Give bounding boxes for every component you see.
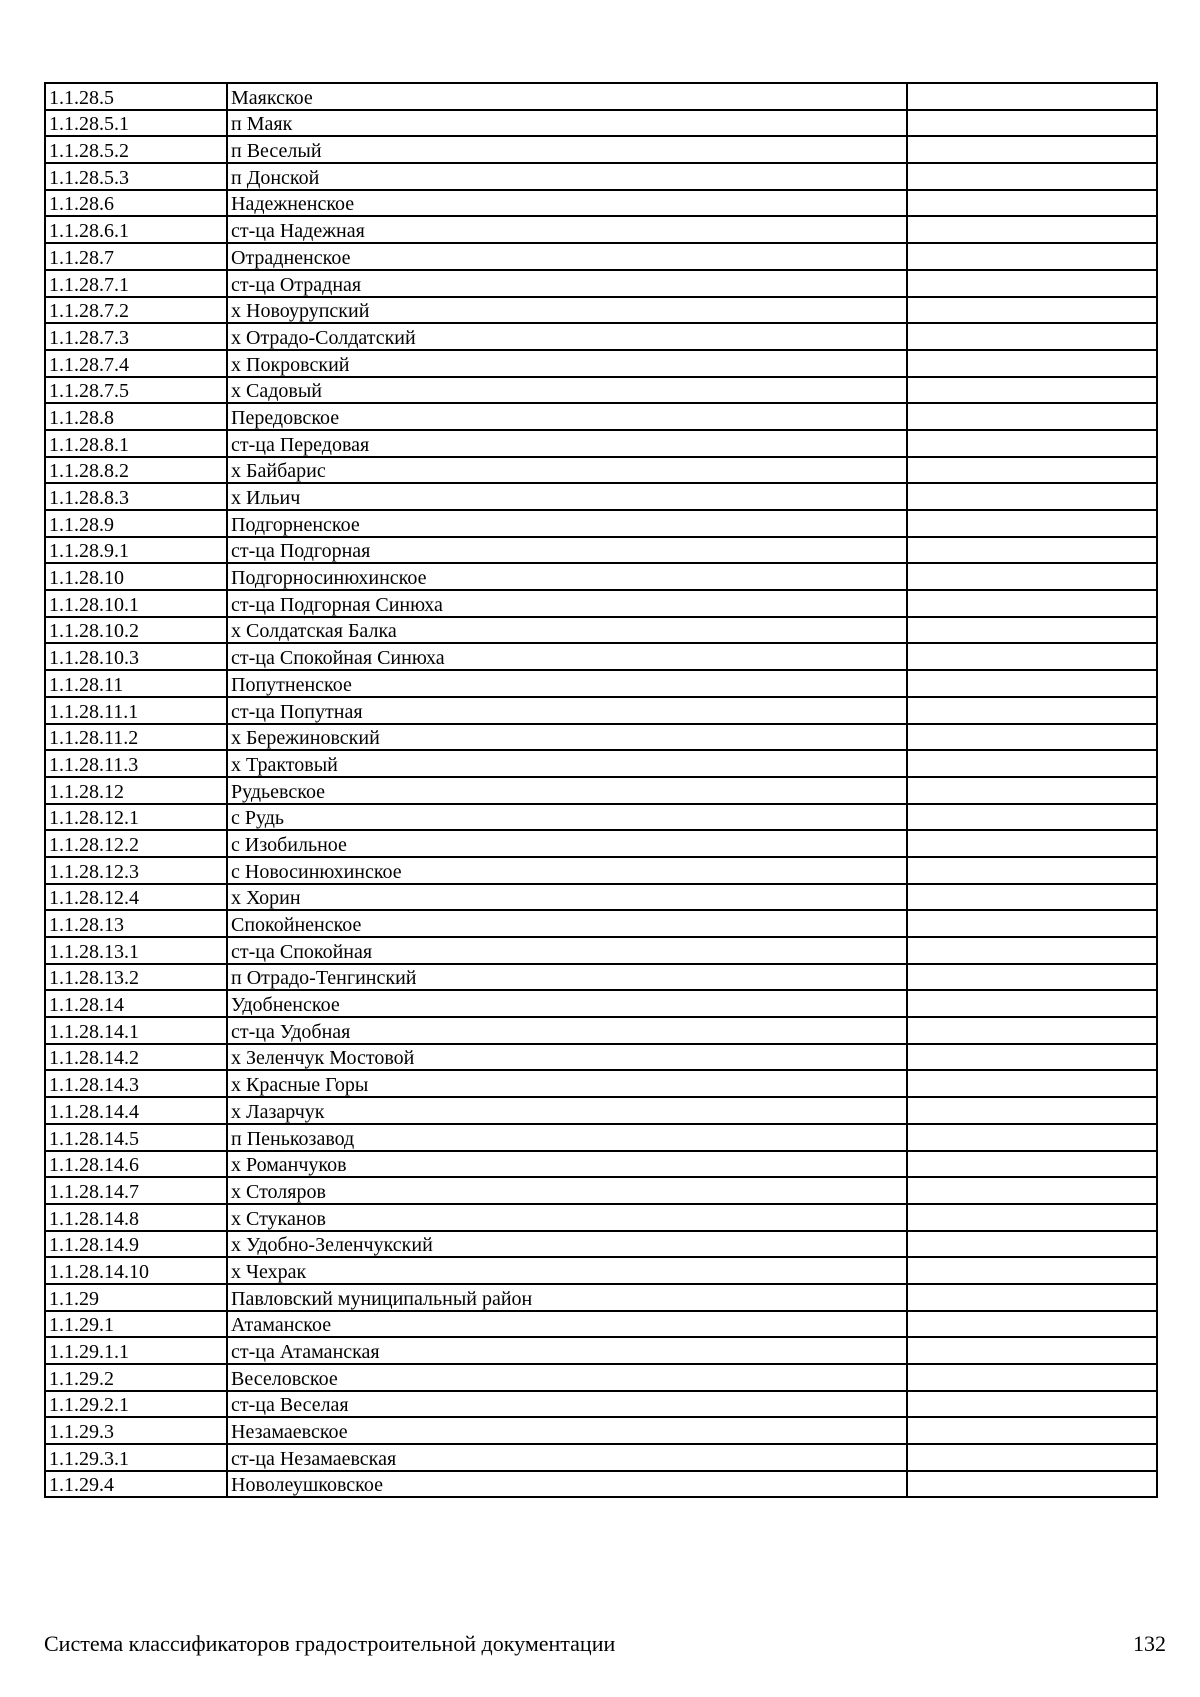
name-cell: х Чехрак — [227, 1257, 907, 1284]
extra-cell — [907, 777, 1157, 804]
table-row — [45, 910, 1157, 937]
table-row — [45, 1177, 1157, 1204]
name-cell: х Зеленчук Мостовой — [227, 1044, 907, 1071]
name-cell: п Маяк — [227, 110, 907, 137]
table-row — [45, 350, 1157, 377]
table-row — [45, 563, 1157, 590]
table-row — [45, 1124, 1157, 1151]
code-cell: 1.1.28.14.8 — [45, 1204, 227, 1231]
code-cell: 1.1.28.14.4 — [45, 1097, 227, 1124]
table-row — [45, 724, 1157, 751]
code-cell: 1.1.28.5.3 — [45, 163, 227, 190]
extra-cell — [907, 1097, 1157, 1124]
code-cell: 1.1.28.6 — [45, 190, 227, 217]
name-cell: ст-ца Веселая — [227, 1391, 907, 1418]
table-row — [45, 1391, 1157, 1418]
table-row — [45, 1337, 1157, 1364]
name-cell: х Покровский — [227, 350, 907, 377]
code-cell: 1.1.28.12.4 — [45, 884, 227, 911]
extra-cell — [907, 590, 1157, 617]
code-cell: 1.1.28.10 — [45, 563, 227, 590]
table-row — [45, 297, 1157, 324]
name-cell: х Лазарчук — [227, 1097, 907, 1124]
name-cell: ст-ца Отрадная — [227, 270, 907, 297]
code-cell: 1.1.29.3 — [45, 1417, 227, 1444]
page-footer — [44, 1631, 1174, 1657]
code-cell: 1.1.28.10.1 — [45, 590, 227, 617]
name-cell: х Отрадо-Солдатский — [227, 323, 907, 350]
table-row — [45, 1364, 1157, 1391]
extra-cell — [907, 1417, 1157, 1444]
code-cell: 1.1.28.11.3 — [45, 750, 227, 777]
extra-cell — [907, 857, 1157, 884]
name-cell: ст-ца Передовая — [227, 430, 907, 457]
extra-cell — [907, 297, 1157, 324]
code-cell: 1.1.29.1 — [45, 1311, 227, 1338]
code-cell: 1.1.29.2.1 — [45, 1391, 227, 1418]
table-row — [45, 1017, 1157, 1044]
code-cell: 1.1.28.12.2 — [45, 830, 227, 857]
extra-cell — [907, 750, 1157, 777]
table-row — [45, 1070, 1157, 1097]
code-cell: 1.1.28.9.1 — [45, 537, 227, 564]
table-row — [45, 964, 1157, 991]
name-cell: Маякское — [227, 83, 907, 110]
code-cell: 1.1.28.13.1 — [45, 937, 227, 964]
table-row — [45, 804, 1157, 831]
name-cell: Павловский муниципальный район — [227, 1284, 907, 1311]
extra-cell — [907, 1070, 1157, 1097]
extra-cell — [907, 1151, 1157, 1178]
name-cell: Надежненское — [227, 190, 907, 217]
code-cell: 1.1.28.8.3 — [45, 483, 227, 510]
table-row — [45, 377, 1157, 404]
extra-cell — [907, 1337, 1157, 1364]
name-cell: ст-ца Попутная — [227, 697, 907, 724]
table-row — [45, 990, 1157, 1017]
extra-cell — [907, 163, 1157, 190]
code-cell: 1.1.28.10.3 — [45, 643, 227, 670]
code-cell: 1.1.28.7.1 — [45, 270, 227, 297]
name-cell: х Красные Горы — [227, 1070, 907, 1097]
table-row — [45, 110, 1157, 137]
table-row — [45, 190, 1157, 217]
table-row — [45, 1311, 1157, 1338]
table-row — [45, 643, 1157, 670]
name-cell: Отрадненское — [227, 243, 907, 270]
name-cell: х Садовый — [227, 377, 907, 404]
extra-cell — [907, 216, 1157, 243]
code-cell: 1.1.28.11.1 — [45, 697, 227, 724]
name-cell: ст-ца Незамаевская — [227, 1444, 907, 1471]
extra-cell — [907, 1257, 1157, 1284]
code-cell: 1.1.28.7.2 — [45, 297, 227, 324]
name-cell: п Пенькозавод — [227, 1124, 907, 1151]
extra-cell — [907, 1044, 1157, 1071]
extra-cell — [907, 483, 1157, 510]
extra-cell — [907, 1444, 1157, 1471]
code-cell: 1.1.28.14.3 — [45, 1070, 227, 1097]
code-cell: 1.1.28.14.2 — [45, 1044, 227, 1071]
extra-cell — [907, 537, 1157, 564]
table-row — [45, 1231, 1157, 1258]
code-cell: 1.1.28.13.2 — [45, 964, 227, 991]
table-row — [45, 1471, 1157, 1498]
code-cell: 1.1.28.14.9 — [45, 1231, 227, 1258]
name-cell: ст-ца Удобная — [227, 1017, 907, 1044]
code-cell: 1.1.28.12.3 — [45, 857, 227, 884]
code-cell: 1.1.28.8.1 — [45, 430, 227, 457]
table-row — [45, 857, 1157, 884]
table-row — [45, 83, 1157, 110]
extra-cell — [907, 1311, 1157, 1338]
name-cell: ст-ца Подгорная Синюха — [227, 590, 907, 617]
extra-cell — [907, 724, 1157, 751]
extra-cell — [907, 910, 1157, 937]
extra-cell — [907, 884, 1157, 911]
code-cell: 1.1.28.14.5 — [45, 1124, 227, 1151]
extra-cell — [907, 1204, 1157, 1231]
table-row — [45, 1257, 1157, 1284]
footer-title: Система классификаторов градостроительной документации — [44, 1631, 616, 1656]
code-cell: 1.1.29.4 — [45, 1471, 227, 1498]
name-cell: Атаманское — [227, 1311, 907, 1338]
name-cell: п Веселый — [227, 136, 907, 163]
table-row — [45, 537, 1157, 564]
extra-cell — [907, 457, 1157, 484]
code-cell: 1.1.28.8 — [45, 403, 227, 430]
table-row — [45, 403, 1157, 430]
extra-cell — [907, 136, 1157, 163]
table-row — [45, 457, 1157, 484]
extra-cell — [907, 1471, 1157, 1498]
classifier-table — [44, 82, 1158, 1498]
extra-cell — [907, 670, 1157, 697]
table-row — [45, 617, 1157, 644]
name-cell: х Байбарис — [227, 457, 907, 484]
extra-cell — [907, 563, 1157, 590]
code-cell: 1.1.28.14 — [45, 990, 227, 1017]
code-cell: 1.1.28.6.1 — [45, 216, 227, 243]
table-row — [45, 1204, 1157, 1231]
name-cell: с Изобильное — [227, 830, 907, 857]
extra-cell — [907, 617, 1157, 644]
table-row — [45, 1417, 1157, 1444]
name-cell: Рудьевское — [227, 777, 907, 804]
code-cell: 1.1.28.14.7 — [45, 1177, 227, 1204]
extra-cell — [907, 190, 1157, 217]
code-cell: 1.1.29 — [45, 1284, 227, 1311]
code-cell: 1.1.29.3.1 — [45, 1444, 227, 1471]
extra-cell — [907, 1231, 1157, 1258]
page-number: 132 — [1133, 1631, 1166, 1656]
table-row — [45, 1284, 1157, 1311]
table-row — [45, 243, 1157, 270]
extra-cell — [907, 270, 1157, 297]
name-cell: х Солдатская Балка — [227, 617, 907, 644]
name-cell: Подгорносинюхинское — [227, 563, 907, 590]
name-cell: Удобненское — [227, 990, 907, 1017]
table-row — [45, 216, 1157, 243]
code-cell: 1.1.28.11 — [45, 670, 227, 697]
table-row — [45, 323, 1157, 350]
extra-cell — [907, 697, 1157, 724]
classifier-table-body — [45, 83, 1157, 1497]
name-cell: Спокойненское — [227, 910, 907, 937]
table-row — [45, 777, 1157, 804]
name-cell: Незамаевское — [227, 1417, 907, 1444]
code-cell: 1.1.28.14.6 — [45, 1151, 227, 1178]
code-cell: 1.1.28.7.3 — [45, 323, 227, 350]
name-cell: Веселовское — [227, 1364, 907, 1391]
extra-cell — [907, 83, 1157, 110]
table-row — [45, 270, 1157, 297]
code-cell: 1.1.28.11.2 — [45, 724, 227, 751]
name-cell: х Хорин — [227, 884, 907, 911]
code-cell: 1.1.28.7.5 — [45, 377, 227, 404]
extra-cell — [907, 1284, 1157, 1311]
name-cell: ст-ца Атаманская — [227, 1337, 907, 1364]
extra-cell — [907, 937, 1157, 964]
table-row — [45, 750, 1157, 777]
extra-cell — [907, 350, 1157, 377]
name-cell: х Удобно-Зеленчукский — [227, 1231, 907, 1258]
extra-cell — [907, 1364, 1157, 1391]
table-row — [45, 1097, 1157, 1124]
extra-cell — [907, 830, 1157, 857]
name-cell: Новолеушковское — [227, 1471, 907, 1498]
extra-cell — [907, 1391, 1157, 1418]
extra-cell — [907, 510, 1157, 537]
name-cell: х Бережиновский — [227, 724, 907, 751]
classifier-table-container — [44, 82, 1156, 1498]
name-cell: ст-ца Подгорная — [227, 537, 907, 564]
code-cell: 1.1.28.14.10 — [45, 1257, 227, 1284]
name-cell: ст-ца Надежная — [227, 216, 907, 243]
extra-cell — [907, 1017, 1157, 1044]
code-cell: 1.1.28.7 — [45, 243, 227, 270]
code-cell: 1.1.28.10.2 — [45, 617, 227, 644]
table-row — [45, 483, 1157, 510]
name-cell: х Ильич — [227, 483, 907, 510]
extra-cell — [907, 643, 1157, 670]
name-cell: с Рудь — [227, 804, 907, 831]
name-cell: ст-ца Спокойная — [227, 937, 907, 964]
name-cell: х Трактовый — [227, 750, 907, 777]
table-row — [45, 1444, 1157, 1471]
table-row — [45, 590, 1157, 617]
name-cell: п Отрадо-Тенгинский — [227, 964, 907, 991]
extra-cell — [907, 430, 1157, 457]
name-cell: Подгорненское — [227, 510, 907, 537]
name-cell: Попутненское — [227, 670, 907, 697]
name-cell: х Столяров — [227, 1177, 907, 1204]
name-cell: х Стуканов — [227, 1204, 907, 1231]
table-row — [45, 136, 1157, 163]
table-row — [45, 430, 1157, 457]
code-cell: 1.1.28.8.2 — [45, 457, 227, 484]
code-cell: 1.1.28.7.4 — [45, 350, 227, 377]
table-row — [45, 830, 1157, 857]
name-cell: Передовское — [227, 403, 907, 430]
code-cell: 1.1.28.14.1 — [45, 1017, 227, 1044]
table-row — [45, 697, 1157, 724]
code-cell: 1.1.28.5.1 — [45, 110, 227, 137]
table-row — [45, 884, 1157, 911]
table-row — [45, 163, 1157, 190]
code-cell: 1.1.28.5.2 — [45, 136, 227, 163]
table-row — [45, 1151, 1157, 1178]
table-row — [45, 510, 1157, 537]
extra-cell — [907, 964, 1157, 991]
extra-cell — [907, 1177, 1157, 1204]
code-cell: 1.1.29.2 — [45, 1364, 227, 1391]
table-row — [45, 937, 1157, 964]
code-cell: 1.1.28.12.1 — [45, 804, 227, 831]
code-cell: 1.1.28.9 — [45, 510, 227, 537]
name-cell: с Новосинюхинское — [227, 857, 907, 884]
code-cell: 1.1.28.12 — [45, 777, 227, 804]
code-cell: 1.1.28.13 — [45, 910, 227, 937]
table-row — [45, 670, 1157, 697]
name-cell: ст-ца Спокойная Синюха — [227, 643, 907, 670]
code-cell: 1.1.29.1.1 — [45, 1337, 227, 1364]
name-cell: п Донской — [227, 163, 907, 190]
code-cell: 1.1.28.5 — [45, 83, 227, 110]
extra-cell — [907, 323, 1157, 350]
extra-cell — [907, 403, 1157, 430]
extra-cell — [907, 804, 1157, 831]
table-row — [45, 1044, 1157, 1071]
extra-cell — [907, 1124, 1157, 1151]
extra-cell — [907, 377, 1157, 404]
name-cell: х Новоурупский — [227, 297, 907, 324]
extra-cell — [907, 110, 1157, 137]
extra-cell — [907, 990, 1157, 1017]
name-cell: х Романчуков — [227, 1151, 907, 1178]
extra-cell — [907, 243, 1157, 270]
